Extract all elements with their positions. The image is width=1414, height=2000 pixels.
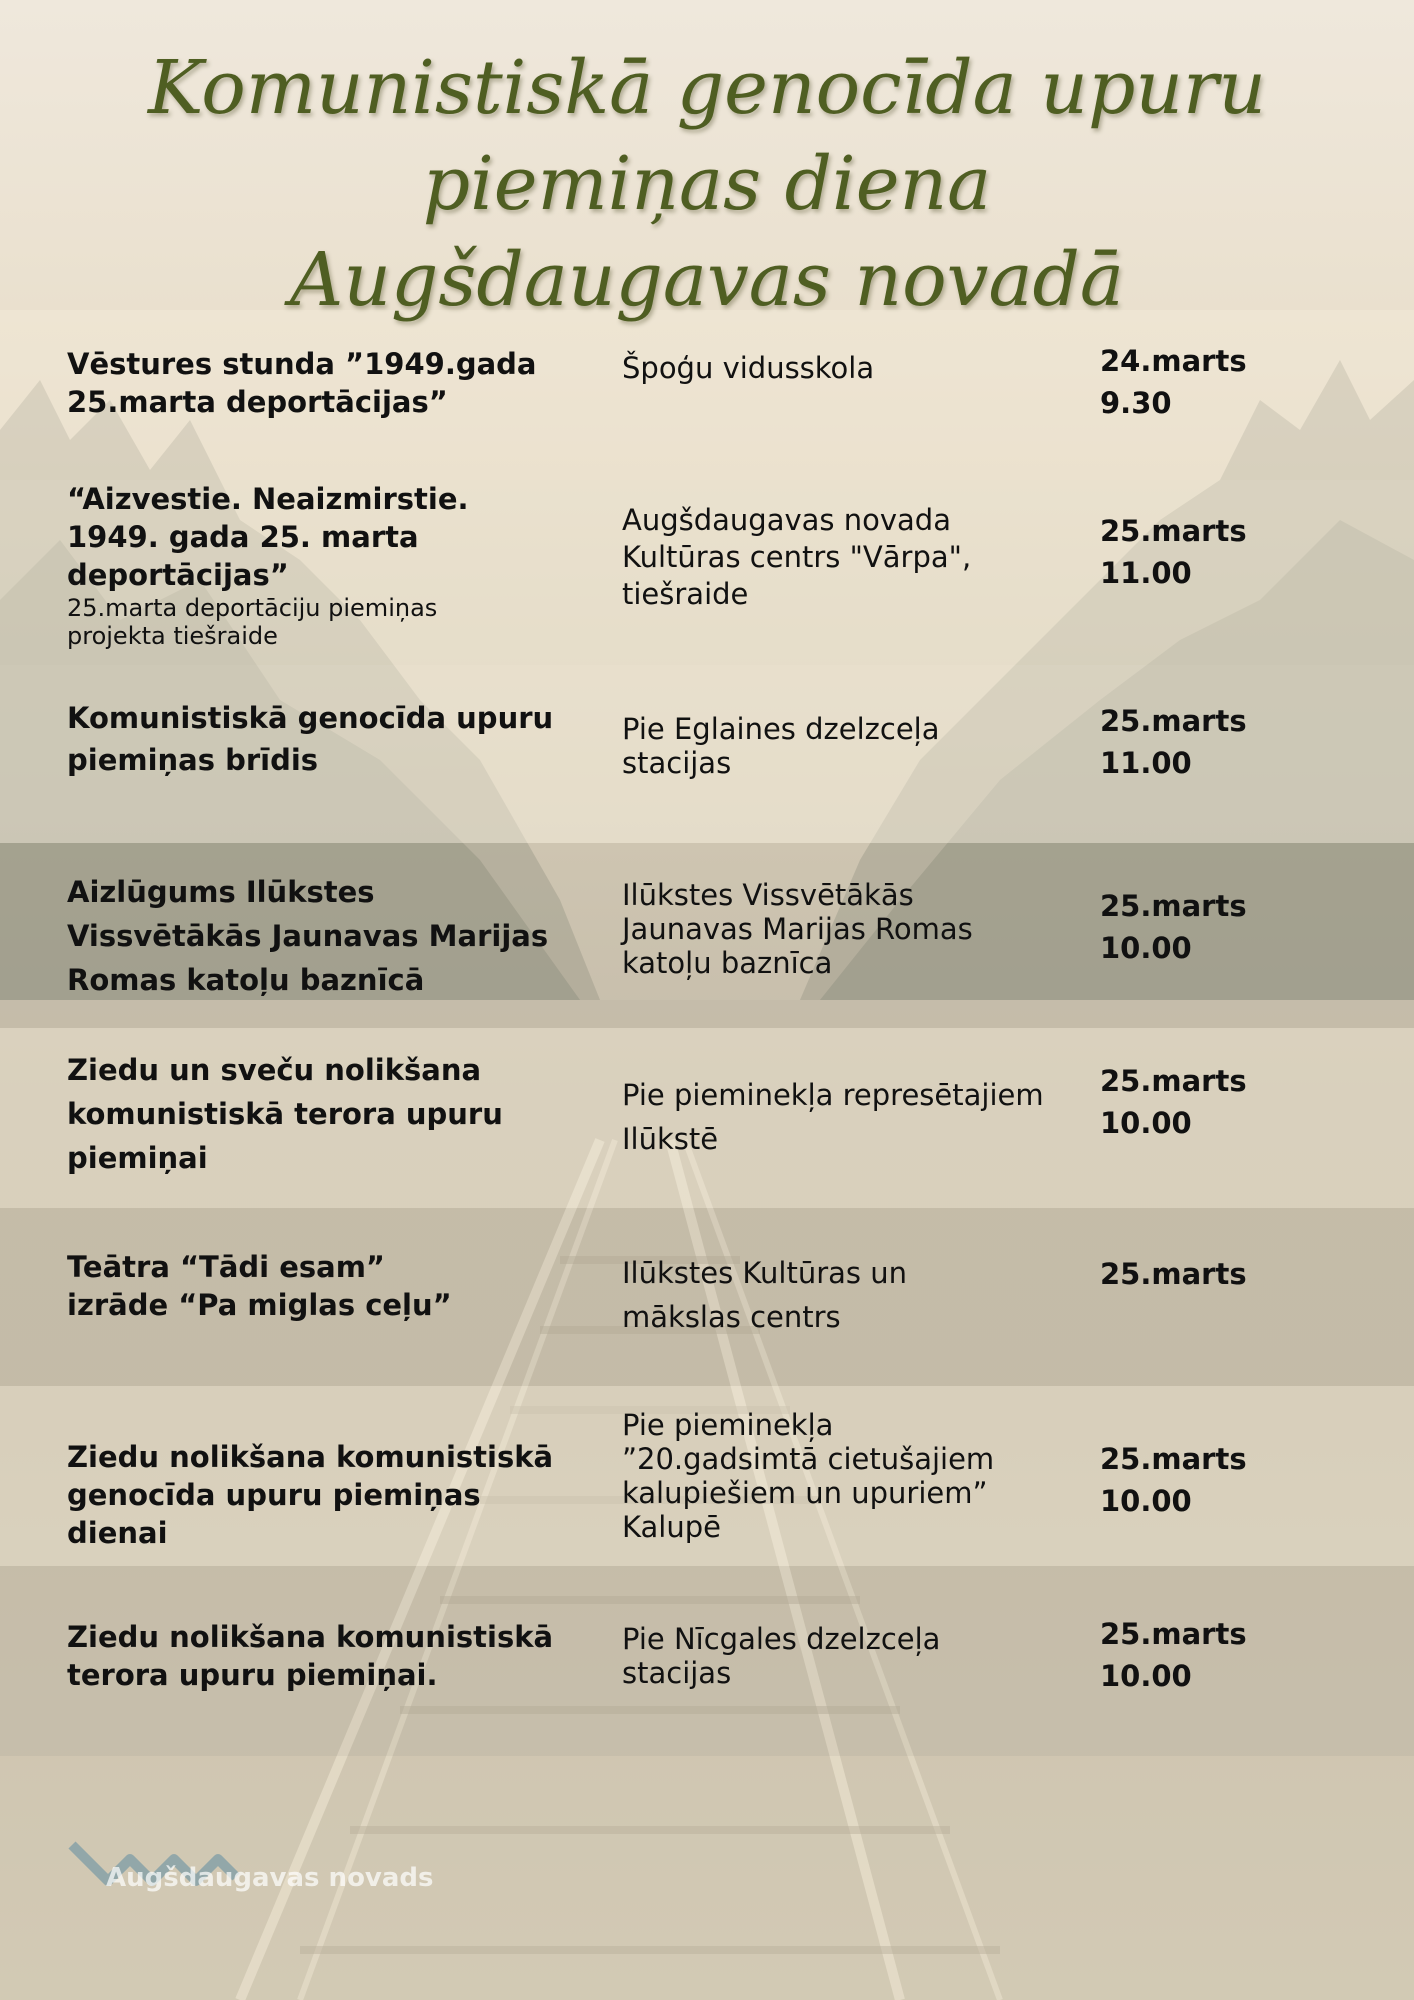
- event-time: 11.00: [1100, 556, 1192, 590]
- event-date-time: [1100, 1253, 1300, 1295]
- event-date-time: [1100, 1613, 1300, 1697]
- event-date: 25.marts: [1100, 889, 1247, 923]
- event-location: Ilūkstes Kultūras un mākslas centrs: [622, 1256, 907, 1334]
- title-line-3: Augšdaugavas novadā: [289, 237, 1125, 323]
- event-time: 11.00: [1100, 746, 1192, 780]
- event-location: Pie pieminekļa represētajiem Ilūkstē: [622, 1078, 1044, 1156]
- event-time: 10.00: [1100, 1659, 1192, 1693]
- event-name: Ziedu nolikšana komunistiskā terora upuru piemiņai.: [67, 1620, 554, 1692]
- event-name: Ziedu nolikšana komunistiskā genocīda upuru piemiņas dienai: [67, 1440, 554, 1550]
- event-date: 25.marts: [1100, 1257, 1247, 1291]
- page-title: [0, 40, 1414, 328]
- event-name: “Aizvestie. Neaizmirstie. 1949. gada 25. marta deportācijas”: [67, 482, 469, 592]
- event-date-time: [1100, 510, 1300, 594]
- event-location: Pie Eglaines dzelzceļa stacijas: [622, 712, 940, 780]
- event-name: Ziedu un sveču nolikšana komunistiskā terora upuru piemiņai: [67, 1053, 503, 1175]
- event-subtitle: 25.marta deportāciju piemiņas projekta tiešraide: [67, 594, 438, 650]
- event-location: Špoģu vidusskola: [622, 351, 875, 385]
- event-date-time: [1100, 340, 1300, 424]
- event-name: Teātra “Tādi esam” izrāde “Pa miglas ceļu”: [67, 1250, 452, 1322]
- event-name: Vēstures stunda ”1949.gada 25.marta deportācijas”: [67, 347, 537, 419]
- event-name: Komunistiskā genocīda upuru piemiņas brīdis: [67, 701, 554, 777]
- event-date-time: [1100, 1438, 1300, 1522]
- municipality-logo: [68, 1835, 488, 1905]
- event-date: 25.marts: [1100, 1617, 1247, 1651]
- event-name-block: [67, 480, 527, 650]
- event-date: 25.marts: [1100, 704, 1247, 738]
- event-date: 24.marts: [1100, 344, 1247, 378]
- event-date: 25.marts: [1100, 514, 1247, 548]
- event-date: 25.marts: [1100, 1442, 1247, 1476]
- event-location: Pie pieminekļa ”20.gadsimtā cietušajiem kalupiešiem un upuriem” Kalupē: [622, 1408, 995, 1544]
- event-time: 10.00: [1100, 931, 1192, 965]
- event-time: 9.30: [1100, 386, 1172, 420]
- title-line-1: Komunistiskā genocīda upuru: [147, 45, 1267, 131]
- event-location: Augšdaugavas novada Kultūras centrs "Vārpa", tiešraide: [622, 503, 972, 611]
- event-date-time: [1100, 700, 1300, 784]
- event-time: 10.00: [1100, 1106, 1192, 1140]
- logo-text: Augšdaugavas novads: [106, 1863, 434, 1893]
- event-location: Ilūkstes Vissvētākās Jaunavas Marijas Romas katoļu baznīca: [622, 878, 973, 980]
- event-date-time: [1100, 1060, 1300, 1144]
- event-name: Aizlūgums Ilūkstes Vissvētākās Jaunavas Marijas Romas katoļu baznīcā: [67, 875, 549, 997]
- event-date-time: [1100, 885, 1300, 969]
- event-time: 10.00: [1100, 1484, 1192, 1518]
- event-location: Pie Nīcgales dzelzceļa stacijas: [622, 1622, 941, 1690]
- event-date: 25.marts: [1100, 1064, 1247, 1098]
- title-line-2: piemiņas diena: [422, 141, 992, 227]
